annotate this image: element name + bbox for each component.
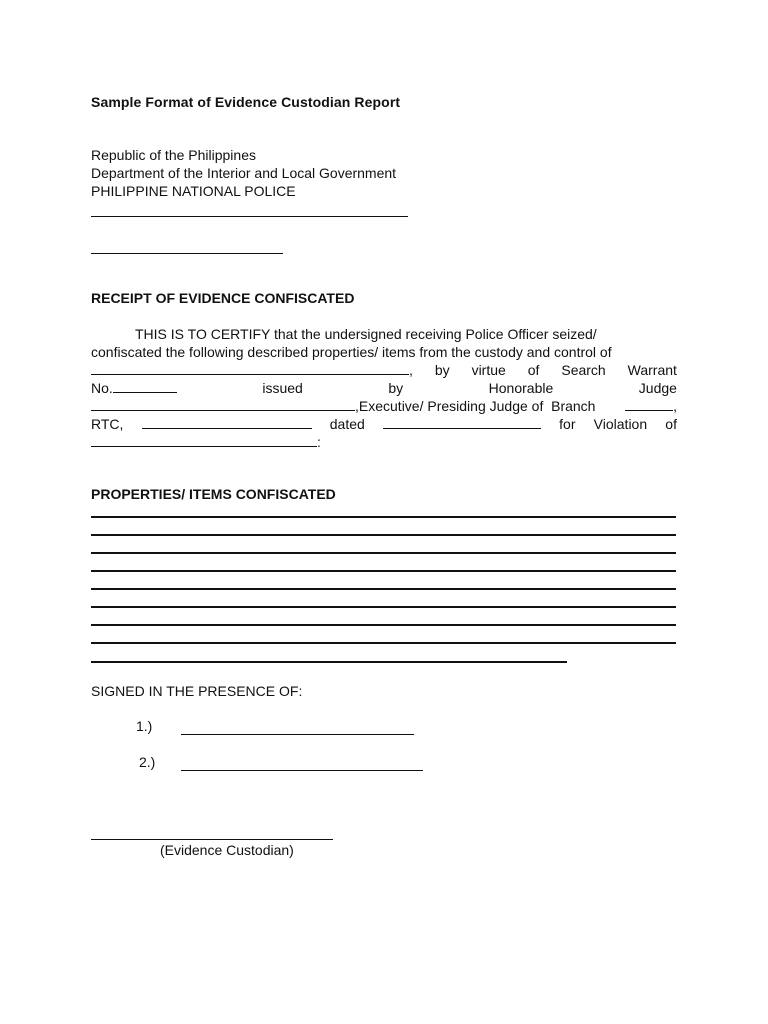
violation-blank [91,434,317,447]
witness-1-number: 1.) [136,718,153,734]
paragraph-line-2 [91,344,677,361]
document-title: Sample Format of Evidence Custodian Report [91,94,401,110]
witness-2-number: 2.) [139,754,156,770]
item-blank-line [91,588,676,590]
paragraph-text: confiscated the following described properties/ items from the custody and control of [91,344,612,360]
paragraph-text: THIS IS TO CERTIFY that the undersigned receiving Police Officer seized/ [135,326,597,342]
item-blank-line [91,516,676,518]
custodian-label: (Evidence Custodian) [160,842,294,858]
paragraph-line-4: No. issued by Honorable Judge [91,380,677,396]
paragraph-line-1 [135,326,677,343]
branch-blank [625,398,673,411]
receipt-heading: RECEIPT OF EVIDENCE CONFISCATED [91,290,355,306]
paragraph-line-5: ,Executive/ Presiding Judge of Branch , [91,398,677,415]
warrant-number-blank [113,380,177,393]
paragraph-line-7: : [91,434,677,451]
item-blank-line [91,570,676,572]
witness-1-signature-line [181,734,414,735]
judge-name-blank [91,398,355,411]
date-blank-line [91,253,283,254]
item-blank-line [91,661,567,663]
header-republic: Republic of the Philippines [91,147,256,163]
signed-heading: SIGNED IN THE PRESENCE OF: [91,683,303,699]
paragraph-line-6: RTC, dated for Violation of [91,416,677,432]
item-blank-line [91,624,676,626]
custodian-signature-line [91,839,333,840]
header-department: Department of the Interior and Local Government [91,165,397,181]
item-blank-line [91,552,676,554]
header-pnp: PHILIPPINE NATIONAL POLICE [91,183,296,199]
items-heading: PROPERTIES/ ITEMS CONFISCATED [91,486,336,502]
item-blank-line [91,642,676,644]
custody-name-blank [91,362,409,375]
witness-2-signature-line [181,770,423,771]
rtc-blank [142,416,312,429]
paragraph-line-3: , by virtue of Search Warrant [91,362,677,379]
item-blank-line [91,606,676,608]
date-issued-blank [383,416,541,429]
item-blank-line [91,534,676,536]
office-blank-line [91,216,408,217]
